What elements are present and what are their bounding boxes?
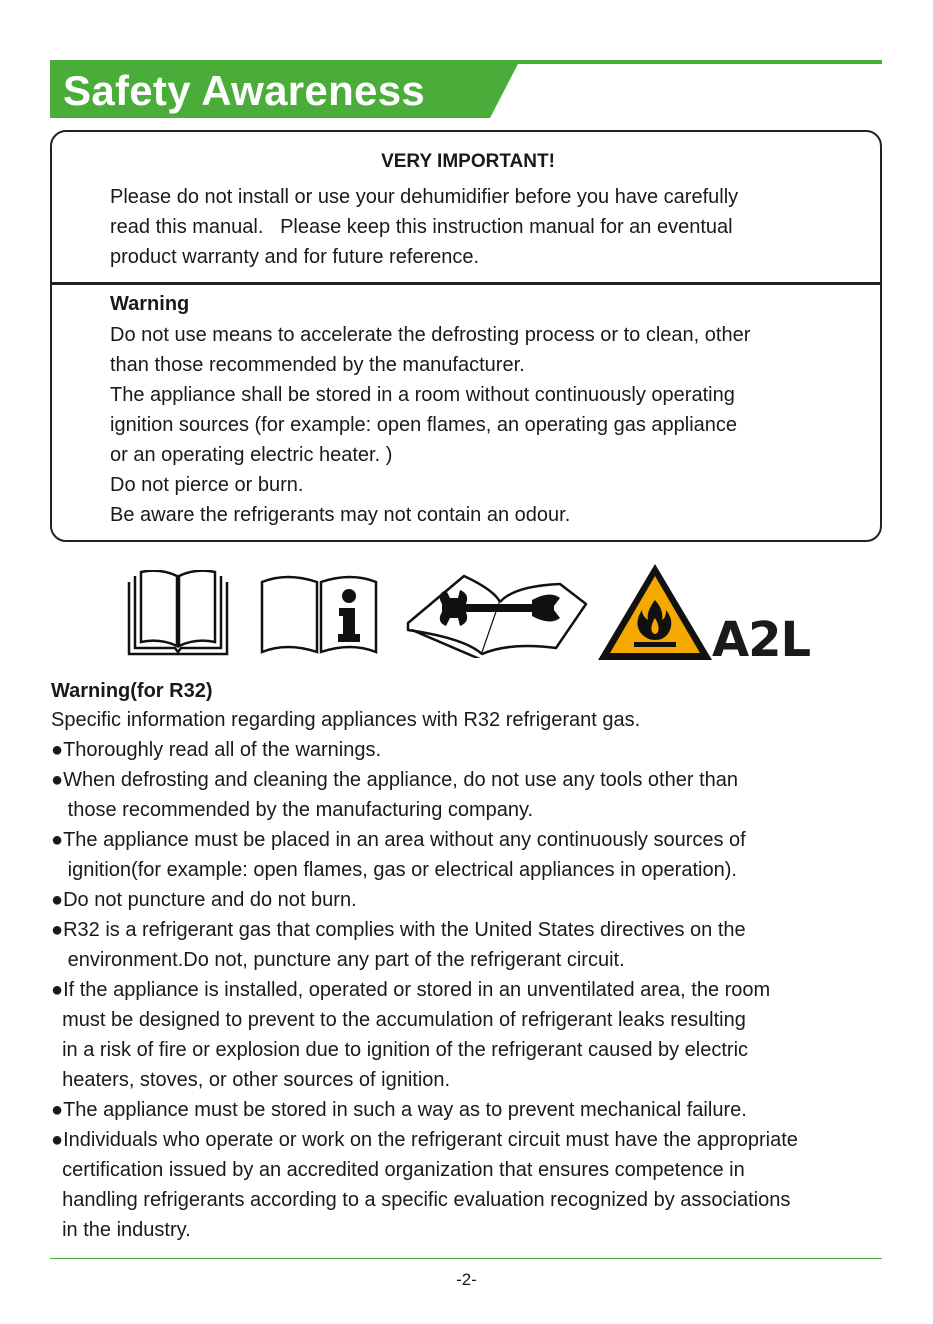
manual-icon	[126, 570, 230, 656]
warning-line: ignition sources (for example: open flames, an operating gas appliance	[110, 414, 738, 436]
intro-line: product warranty and for future reference.	[110, 246, 480, 268]
flammable-warning-icon	[594, 560, 716, 665]
info-manual-icon	[259, 572, 379, 654]
r32-line: environment.Do not, puncture any part of the refrigerant circuit.	[51, 949, 625, 971]
warning-line: than those recommended by the manufacturer.	[110, 354, 525, 376]
page-number: -2-	[456, 1270, 477, 1289]
r32-line: handling refrigerants according to a specific evaluation recognized by associations	[51, 1189, 791, 1211]
r32-line: ignition(for example: open flames, gas or electrical appliances in operation).	[51, 859, 737, 881]
r32-line: in a risk of fire or explosion due to ignition of the refrigerant caused by electric	[51, 1039, 749, 1061]
a2l-label: A2L	[712, 612, 811, 668]
warning-line: or an operating electric heater. )	[110, 444, 393, 466]
r32-line: ●Individuals who operate or work on the refrigerant circuit must have the appropriate	[51, 1129, 798, 1151]
r32-line: ●R32 is a refrigerant gas that complies with the United States directives on the	[51, 919, 746, 941]
r32-line: in the industry.	[51, 1219, 191, 1241]
section-header	[50, 60, 882, 118]
notice-heading: VERY IMPORTANT!	[381, 151, 555, 172]
r32-line: ●The appliance must be stored in such a way as to prevent mechanical failure.	[51, 1099, 747, 1121]
warning-line: The appliance shall be stored in a room without continuously operating	[110, 384, 735, 406]
r32-line: certification issued by an accredited organization that ensures competence in	[51, 1159, 745, 1181]
r32-line: heaters, stoves, or other sources of ignition.	[51, 1069, 451, 1091]
page-title: Safety Awareness	[63, 67, 426, 114]
r32-line: ●If the appliance is installed, operated or stored in an unventilated area, the room	[51, 979, 771, 1001]
box-divider	[52, 282, 880, 285]
r32-line: ●Do not puncture and do not burn.	[51, 889, 357, 911]
r32-line: ●Thoroughly read all of the warnings.	[51, 739, 382, 761]
r32-line: Specific information regarding appliances with R32 refrigerant gas.	[51, 709, 641, 731]
r32-heading: Warning(for R32)	[51, 680, 213, 702]
warning-heading: Warning	[110, 293, 190, 315]
warning-line: Be aware the refrigerants may not contain an odour.	[110, 504, 571, 526]
important-notice-box	[50, 130, 882, 542]
r32-line: ●When defrosting and cleaning the appliance, do not use any tools other than	[51, 769, 738, 791]
warning-line: Do not use means to accelerate the defrosting process or to clean, other	[110, 324, 751, 346]
footer-rule	[50, 1258, 882, 1259]
r32-line: must be designed to prevent to the accumulation of refrigerant leaks resulting	[51, 1009, 746, 1031]
service-manual-icon	[404, 568, 590, 658]
intro-line: read this manual. Please keep this instruction manual for an eventual	[110, 216, 733, 238]
r32-line: those recommended by the manufacturing company.	[51, 799, 534, 821]
warning-line: Do not pierce or burn.	[110, 474, 304, 496]
r32-line: ●The appliance must be placed in an area without any continuously sources of	[51, 829, 746, 851]
intro-line: Please do not install or use your dehumidifier before you have carefully	[110, 186, 739, 208]
